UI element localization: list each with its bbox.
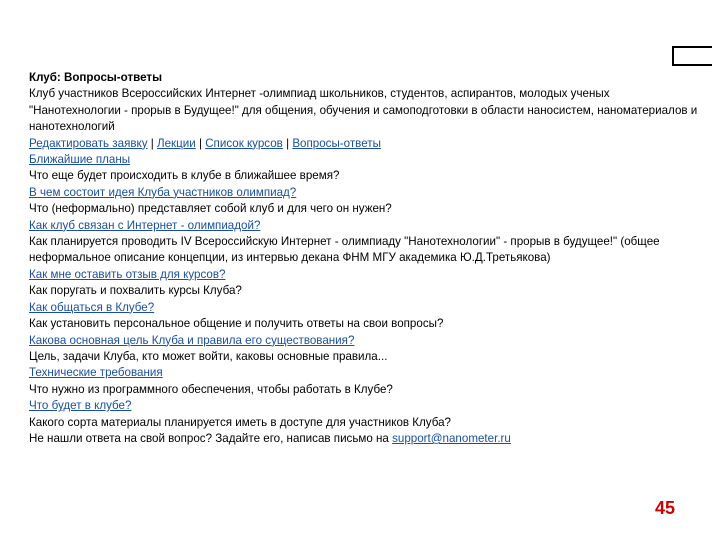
corner-frame [672,46,712,66]
faq-link-upcoming-plans[interactable]: Ближайшие планы [29,153,131,167]
faq-answer: Как поругать и похвалить курсы Клуба? [29,284,242,298]
page-title: Клуб: Вопросы-ответы [29,71,162,84]
main-content [29,70,699,447]
faq-answer: Что (неформально) представляет собой клуб и для чего он нужен? [29,202,392,216]
nav-links [29,136,699,152]
nav-link-edit-application[interactable]: Редактировать заявку [29,136,148,150]
faq-link-club-idea[interactable]: В чем состоит идея Клуба участников олимпиад? [29,185,297,199]
faq-link-tech-requirements[interactable]: Технические требования [29,366,163,380]
nav-link-course-list[interactable]: Список курсов [205,136,283,150]
page-number: 45 [654,498,676,518]
nav-separator: | [282,136,293,150]
faq-answer: Цель, задачи Клуба, кто может войти, каковы основные правила... [29,349,388,363]
faq-answer: Как планируется проводить IV Всероссийскую Интернет - олимпиаду "Нанотехнологии" - прорыв в будущее!" (общее неформальное описание концепции, из интервью декана ФНМ МГУ академика Ю.Д.Третьякова) [29,235,660,265]
faq-answer: Как установить персональное общение и получить ответы на свои вопросы? [29,317,444,331]
contact-email-link[interactable]: support@nanometer.ru [392,431,511,445]
contact-text: Не нашли ответа на свой вопрос? Задайте его, написав письмо на [29,431,393,445]
faq-answer: Что нужно из программного обеспечения, чтобы работать в Клубе? [29,382,393,396]
nav-separator: | [147,136,157,150]
faq-link-club-content[interactable]: Что будет в клубе? [29,399,132,413]
faq-link-course-feedback[interactable]: Как мне оставить отзыв для курсов? [29,267,226,281]
faq-link-communication[interactable]: Как общаться в Клубе? [29,300,155,314]
nav-link-faq[interactable]: Вопросы-ответы [292,136,381,150]
nav-link-lectures[interactable]: Лекции [156,136,196,150]
faq-answer: Что еще будет происходить в клубе в ближайшее время? [29,169,340,183]
contact-line [29,431,699,447]
nav-separator: | [195,136,206,150]
intro-text: Клуб участников Всероссийских Интернет -олимпиад школьников, студентов, аспирантов, молодых ученых "Нанотехнологии - прорыв в Будущее!" для общения, обучения и самоподготовки в области наносистем, наноматериалов и нанотехнологий [29,87,698,134]
faq-link-club-goal-rules[interactable]: Какова основная цель Клуба и правила его существования? [29,333,355,347]
faq-link-olympiad-connection[interactable]: Как клуб связан с Интернет - олимпиадой? [29,218,261,232]
faq-answer: Какого сорта материалы планируется иметь в доступе для участников Клуба? [29,415,451,429]
